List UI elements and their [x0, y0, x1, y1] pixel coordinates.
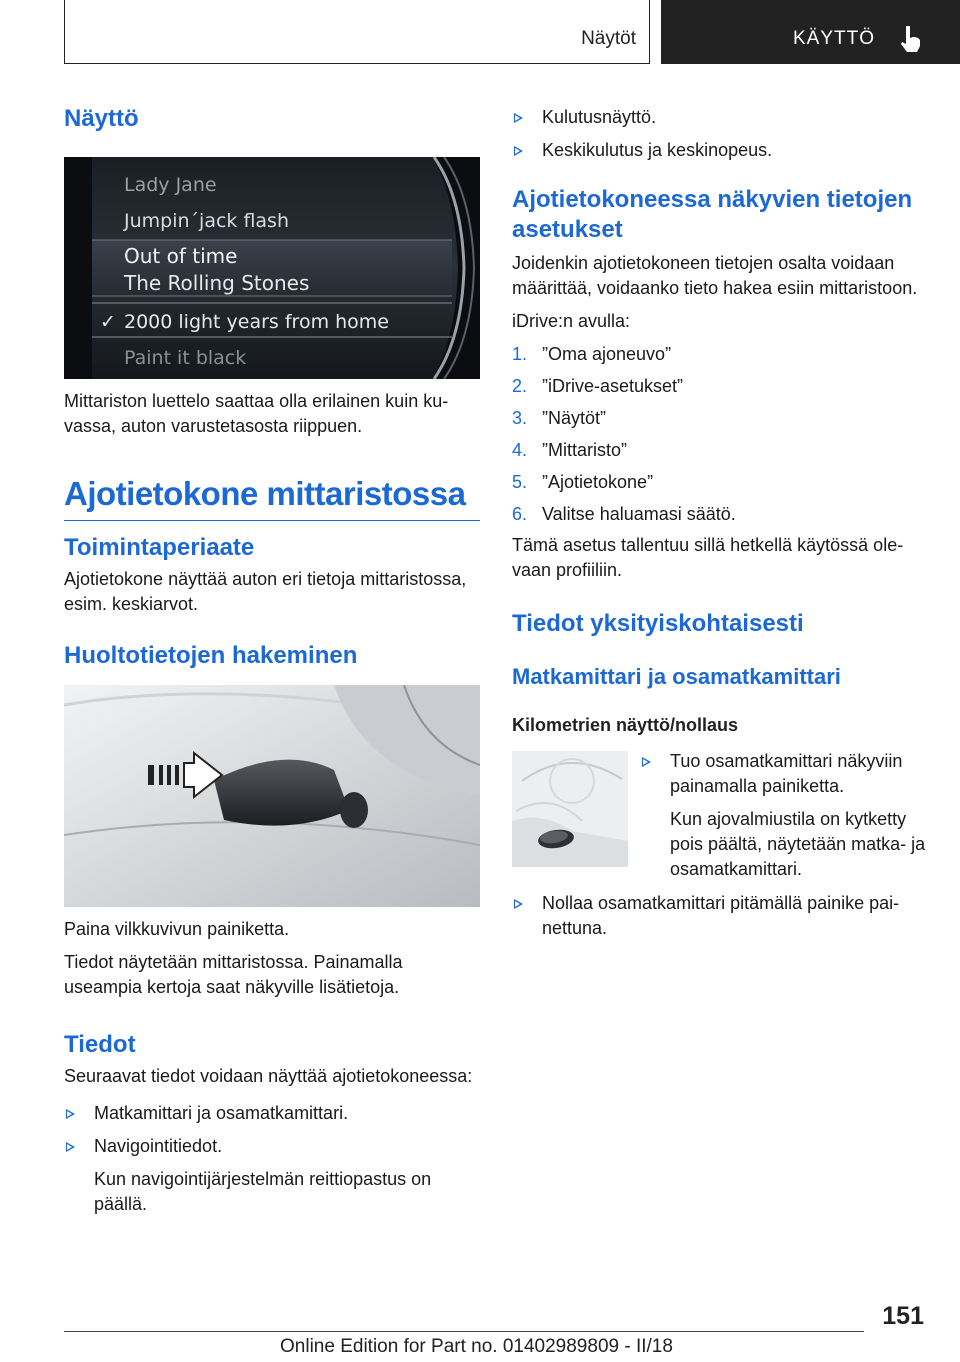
screen-row-4: The Rolling Stones	[124, 271, 310, 295]
step-number: 5.	[512, 472, 528, 492]
huolto-text-2: Tiedot näytetään mittaristossa. Painamalla useampia kertoja saat näkyville lisätietoja.	[64, 952, 403, 997]
idrive-label: iDrive:n avulla:	[512, 311, 631, 331]
km-list-2	[512, 891, 928, 941]
trip-button-image	[512, 751, 628, 867]
screen-row-6: Paint it black	[124, 347, 247, 369]
screen-row-5: 2000 light years from home	[124, 311, 389, 333]
step-text: ”Oma ajoneuvo”	[542, 344, 672, 364]
tiedot-title: Tiedot	[64, 1031, 136, 1058]
header-frame	[64, 0, 650, 64]
tiedot-text: Seuraavat tiedot voidaan näyttää ajotietokoneessa:	[64, 1066, 473, 1086]
triangle-bullet-icon	[514, 899, 523, 909]
footer-edition: Online Edition for Part no. 01402989809 - II/18	[280, 1336, 673, 1357]
left-column	[64, 96, 480, 1217]
step-number: 1.	[512, 344, 528, 364]
chapter-title: Ajotietokone mittaristossa	[64, 474, 480, 521]
screen-row-1: Lady Jane	[124, 174, 217, 196]
profile-text: Tämä asetus tallentuu sillä hetkellä käytössä olevaan profiiliin.	[512, 535, 904, 580]
list-item	[640, 749, 928, 882]
list-item	[512, 105, 928, 130]
triangle-bullet-icon	[642, 757, 651, 767]
step-item	[512, 342, 928, 367]
step-text: ”Mittaristo”	[542, 440, 627, 460]
header-section-title: Näytöt	[581, 28, 636, 49]
naytto-caption: Mittariston luettelo saattaa olla erilainen kuin kuvassa, auton varustetasosta riippuen.	[64, 391, 449, 436]
list-item-text: Keskikulutus ja keskinopeus.	[542, 140, 773, 160]
asetukset-text: Joidenkin ajotietokoneen tietojen osalta voidaan määrittää, voidaanko tieto hakea esiin mittaristoon.	[512, 253, 918, 298]
km-list	[640, 749, 928, 882]
km-block	[512, 749, 928, 891]
list-item-text: Nollaa osamatkamittari pitämällä painike painettuna.	[542, 893, 900, 938]
footer-divider	[64, 1331, 864, 1332]
step-text: ”Näytöt”	[542, 408, 607, 428]
screen-row-3: Out of time	[124, 244, 238, 268]
right-column	[512, 96, 928, 941]
step-item	[512, 406, 928, 431]
screen-row-2: Jumpin´jack flash	[124, 210, 289, 232]
cluster-display-image	[64, 157, 480, 379]
toiminta-title: Toimintaperiaate	[64, 534, 255, 561]
top-list	[512, 105, 928, 163]
screen-check-icon: ✓	[100, 311, 116, 333]
step-item	[512, 374, 928, 399]
triangle-bullet-icon	[514, 113, 523, 123]
step-number: 2.	[512, 376, 528, 396]
triangle-bullet-icon	[66, 1142, 75, 1152]
tiedot-list	[64, 1101, 480, 1217]
list-item	[512, 891, 928, 941]
step-text: ”iDrive-asetukset”	[542, 376, 684, 396]
triangle-bullet-icon	[514, 146, 523, 156]
pointing-hand-icon	[897, 24, 923, 54]
list-item-text: Tuo osamatkamittari näkyviin painamalla painiketta.	[670, 751, 903, 796]
step-item	[512, 470, 928, 495]
yksit-title: Tiedot yksityiskohtaisesti	[512, 610, 804, 637]
list-item-text: Navigointitiedot.	[94, 1136, 223, 1156]
steps-list	[512, 342, 928, 527]
asetukset-title: Ajotietokoneessa näkyvien tietojen asetukset	[512, 186, 913, 243]
header-chapter-label: KÄYTTÖ	[793, 28, 876, 49]
km-note: Kun ajovalmiustila on kytketty pois päältä, näytetään matka- ja osamatkamittari.	[670, 809, 926, 879]
step-number: 6.	[512, 504, 528, 524]
page-number: 151	[882, 1302, 924, 1330]
list-item-text: Matkamittari ja osamatkamittari.	[94, 1103, 349, 1123]
km-title: Kilometrien näyttö/nollaus	[512, 715, 739, 735]
list-item-text: Kulutusnäyttö.	[542, 107, 657, 127]
step-text: Valitse haluamasi säätö.	[542, 504, 736, 524]
step-item	[512, 502, 928, 527]
step-number: 3.	[512, 408, 528, 428]
list-item	[512, 138, 928, 163]
list-item	[64, 1101, 480, 1126]
header-chapter-tab[interactable]	[661, 0, 960, 64]
matka-title: Matkamittari ja osamatkamittari	[512, 664, 841, 689]
nav-note: Kun navigointijärjestelmän reittiopastus on päällä.	[94, 1169, 432, 1214]
step-number: 4.	[512, 440, 528, 460]
triangle-bullet-icon	[66, 1109, 75, 1119]
stalk-button-image	[64, 685, 480, 907]
huolto-title: Huoltotietojen hakeminen	[64, 642, 358, 669]
step-text: ”Ajotietokone”	[542, 472, 654, 492]
step-item	[512, 438, 928, 463]
huolto-text-1: Paina vilkkuvivun painiketta.	[64, 919, 290, 939]
toiminta-text: Ajotietokone näyttää auton eri tietoja mittaristossa, esim. keskiarvot.	[64, 569, 467, 614]
list-item	[64, 1134, 480, 1217]
naytto-title: Näyttö	[64, 105, 139, 132]
